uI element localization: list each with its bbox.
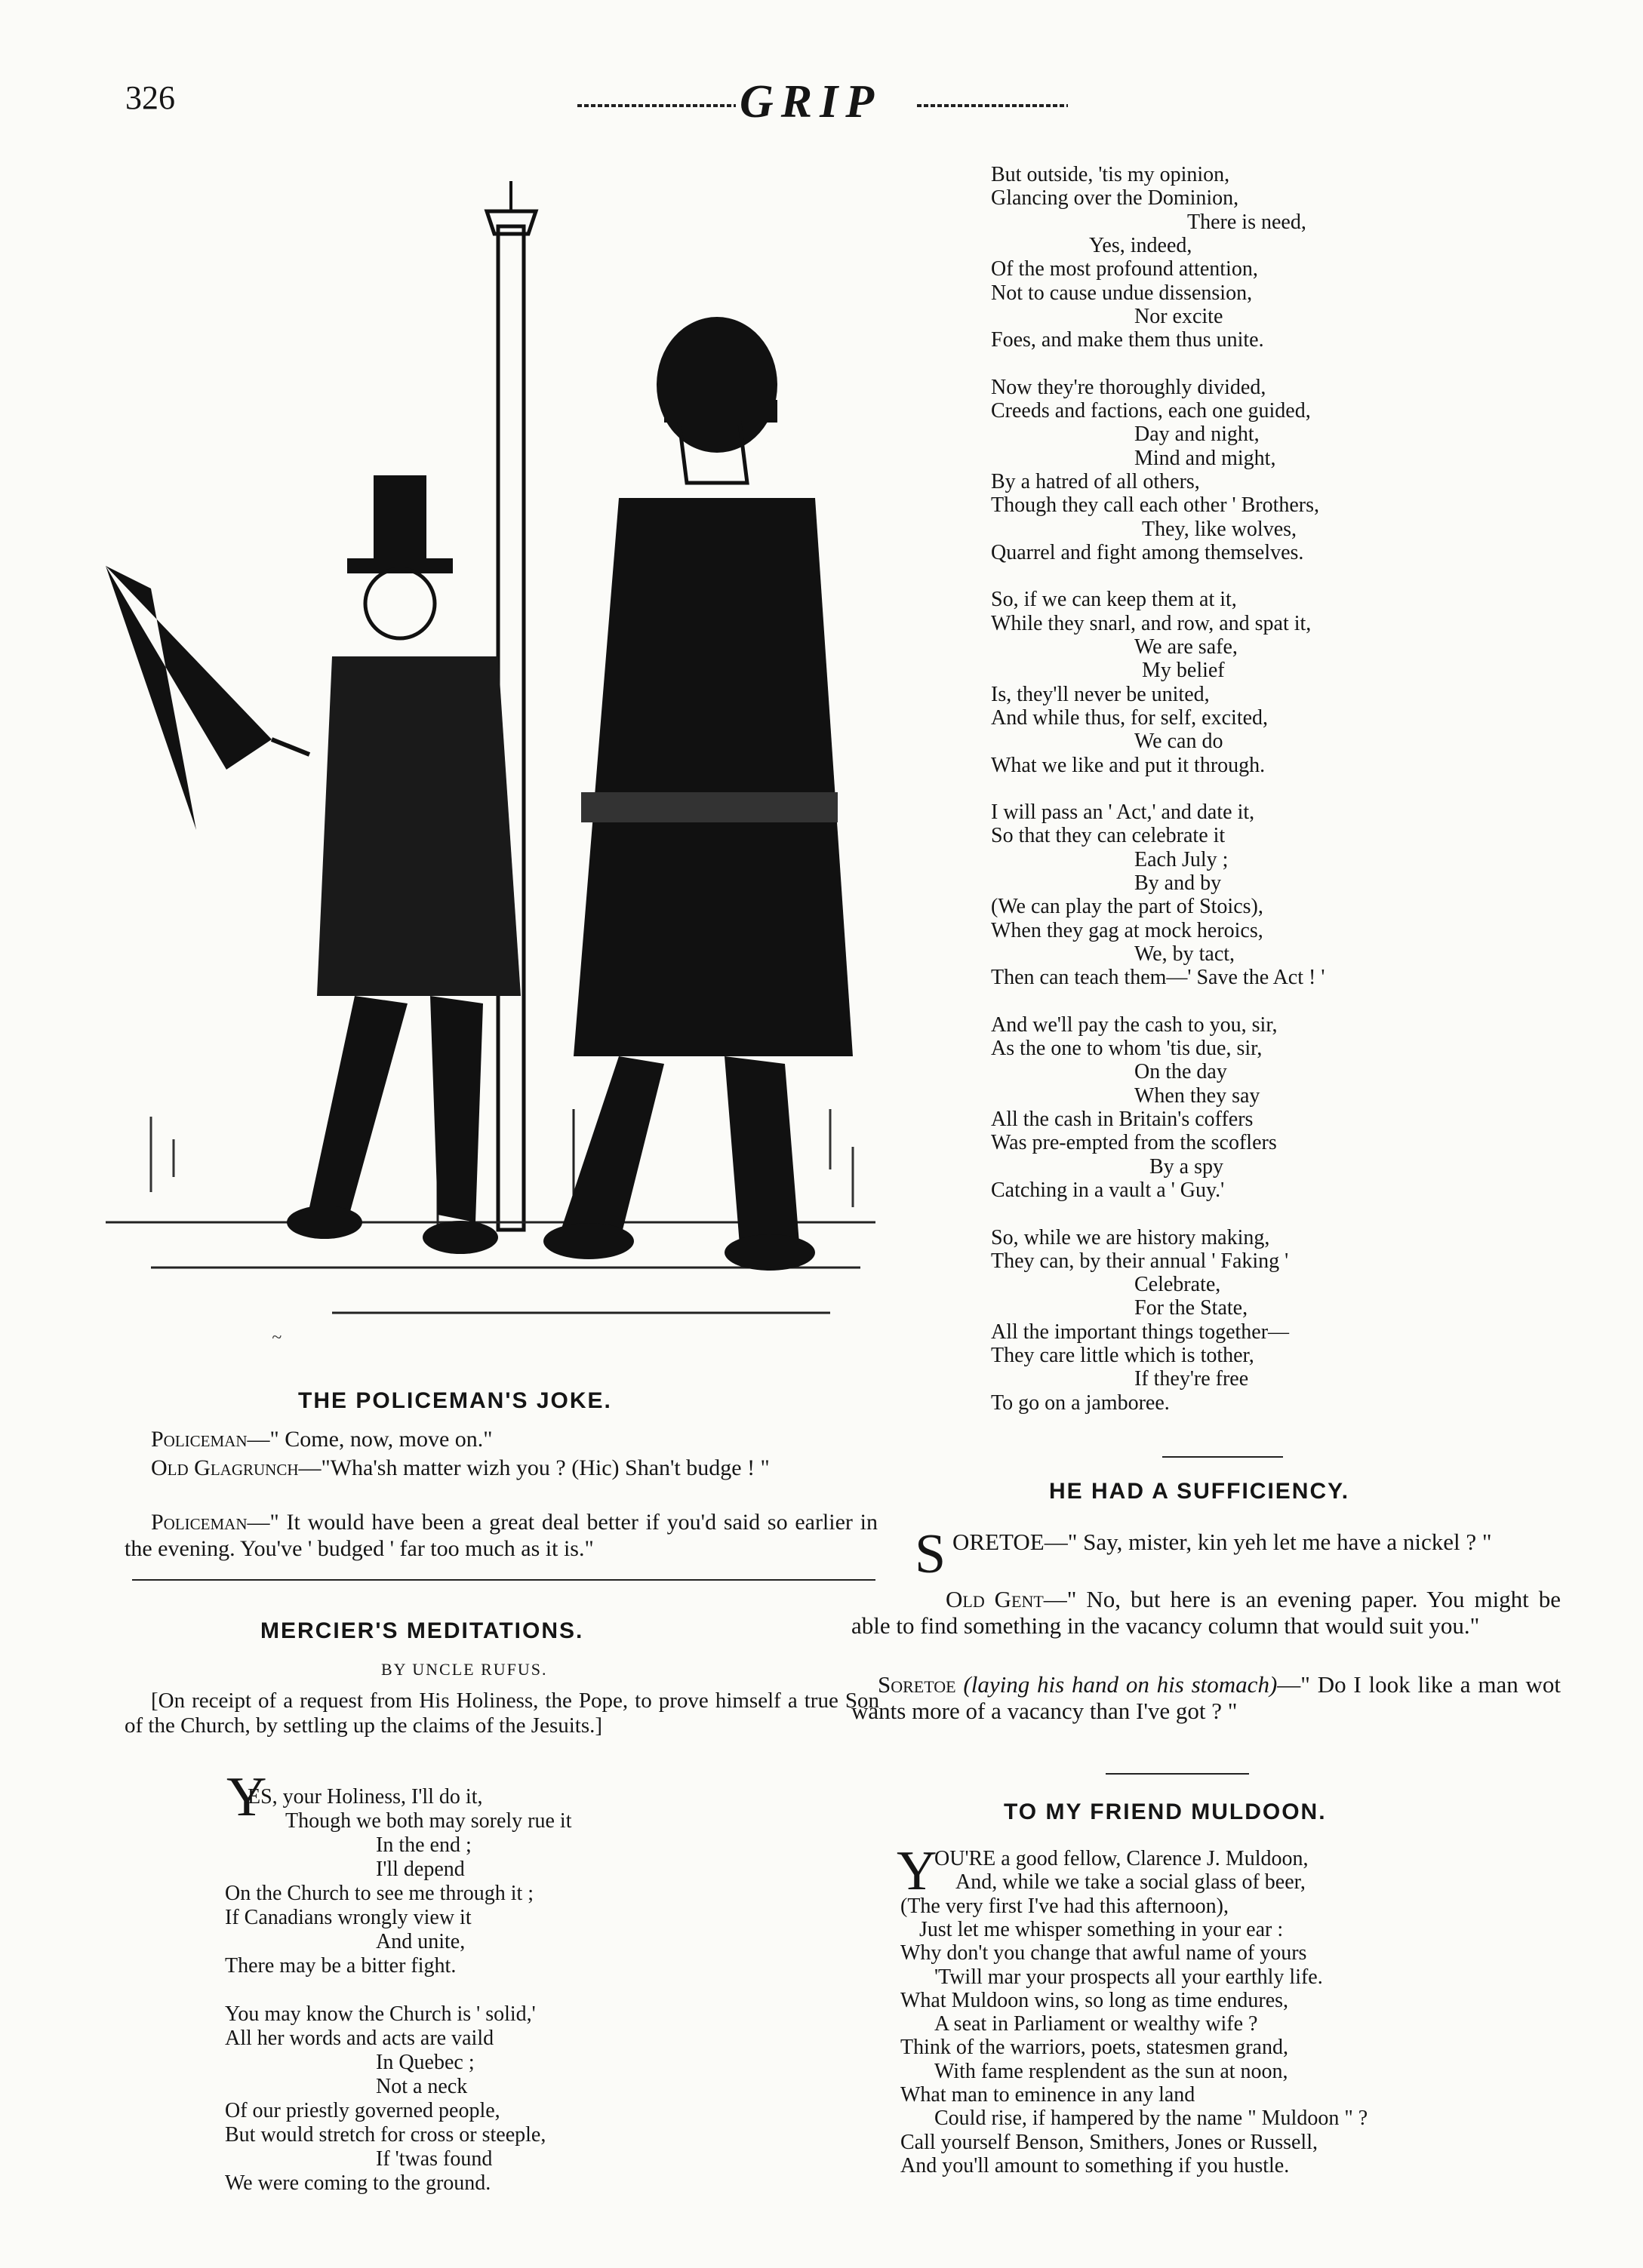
policeman-cartoon-drawing — [106, 166, 875, 1373]
poem-line: By and by — [1134, 871, 1222, 895]
dialogue-text: —" No, but here is an evening paper. You might be able to find something in the vacancy column that would suit you." — [851, 1586, 1561, 1639]
poem-line: OU'RE a good fellow, Clarence J. Muldoon, — [934, 1847, 1309, 1870]
poem-line: As the one to whom 'tis due, sir, — [991, 1037, 1263, 1061]
speaker-label: Old Gent — [946, 1586, 1044, 1612]
sufficiency-p2 — [851, 1586, 1561, 1639]
poem-line: Think of the warriors, poets, statesmen grand, — [900, 2036, 1288, 2060]
masthead-rule-right — [917, 104, 1068, 107]
poem-line: Not a neck — [376, 2075, 468, 2098]
poem-line: They care little which is tother, — [991, 1344, 1254, 1367]
poem-line: There is need, — [1187, 210, 1306, 234]
poem-line: Foes, and make them thus unite. — [991, 328, 1264, 352]
poem-line: All her words and acts are vaild — [225, 2027, 494, 2050]
cartoon-illustration — [106, 166, 875, 1373]
poem-line: To go on a jamboree. — [991, 1391, 1170, 1415]
mercier-byline: BY UNCLE RUFUS. — [381, 1660, 548, 1679]
poem-line: What Muldoon wins, so long as time endures, — [900, 1988, 1289, 2012]
poem-line: Celebrate, — [1134, 1273, 1221, 1297]
poem-line: Could rise, if hampered by the name " Muldoon " ? — [934, 2107, 1368, 2131]
poem-line: Though they call each other ' Brothers, — [991, 493, 1320, 518]
poem-line: Nor excite — [1134, 304, 1223, 328]
section-divider — [1162, 1456, 1283, 1458]
poem-line: Mind and might, — [1134, 446, 1276, 470]
poem-line: Of the most profound attention, — [991, 257, 1258, 281]
poem-line: Why don't you change that awful name of yours — [900, 1941, 1307, 1965]
muldoon-title: TO MY FRIEND MULDOON. — [1004, 1799, 1327, 1824]
poem-line: Then can teach them—' Save the Act ! ' — [991, 966, 1325, 990]
poem-line: There may be a bitter fight. — [225, 1954, 457, 1978]
poem-line: For the State, — [1134, 1296, 1248, 1320]
poem-line: Call yourself Benson, Smithers, Jones or Russell, — [900, 2130, 1318, 2154]
section-divider — [1106, 1773, 1249, 1775]
speaker-label: Soretoe — [878, 1671, 956, 1698]
poem-line: And unite, — [376, 1930, 466, 1953]
poem-line: In the end ; — [376, 1833, 472, 1857]
masthead-rule-left — [577, 104, 736, 107]
poem-line: Is, they'll never be united, — [991, 682, 1210, 706]
sufficiency-dropcap: S — [915, 1523, 946, 1585]
section-divider — [132, 1579, 875, 1581]
poem-line: But outside, 'tis my opinion, — [991, 163, 1230, 186]
poem-line: Catching in a vault a ' Guy.' — [991, 1178, 1225, 1202]
masthead: GRIP — [740, 76, 882, 128]
cartoon-dialogue-3 — [125, 1509, 878, 1562]
poem-line: All the important things together— — [991, 1320, 1290, 1344]
poem-line: And we'll pay the cash to you, sir, — [991, 1013, 1278, 1037]
poem-line: Each July ; — [1134, 847, 1229, 871]
poem-line: I'll depend — [376, 1858, 465, 1881]
poem-line: On the day — [1134, 1060, 1227, 1084]
sufficiency-title: HE HAD A SUFFICIENCY. — [1049, 1479, 1350, 1504]
poem-line: Not to cause undue dissension, — [991, 281, 1253, 305]
poem-line: So, if we can keep them at it, — [991, 588, 1237, 612]
poem-line: All the cash in Britain's coffers — [991, 1108, 1254, 1131]
dialogue-text: —" Come, now, move on." — [247, 1427, 493, 1452]
poem-line: If Canadians wrongly view it — [225, 1906, 472, 1929]
poem-line: And while thus, for self, excited, — [991, 705, 1269, 730]
speaker-label: Old Glagrunch — [151, 1455, 299, 1480]
poem-line: When they gag at mock heroics, — [991, 918, 1263, 942]
poem-line: Glancing over the Dominion, — [991, 186, 1239, 211]
poem-line: Was pre-empted from the scoflers — [991, 1131, 1277, 1155]
poem-line: Quarrel and fight among themselves. — [991, 540, 1304, 564]
poem-line: What we like and put it through. — [991, 753, 1266, 777]
poem-line: By a hatred of all others, — [991, 469, 1200, 493]
poem-line: We, by tact, — [1134, 942, 1235, 966]
stage-direction: (laying his hand on his stomach) — [963, 1671, 1278, 1698]
poem-line: With fame resplendent as the sun at noon, — [934, 2059, 1288, 2083]
speaker-label: Policeman — [151, 1427, 248, 1452]
poem-line: In Quebec ; — [376, 2051, 475, 2074]
poem-line: We are safe, — [1134, 635, 1238, 659]
poem-line: But would stretch for cross or steeple, — [225, 2123, 546, 2147]
dialogue-text: —"Wha'sh matter wizh you ? (Hic) Shan't budge ! " — [298, 1455, 770, 1480]
mercier-intro: [On receipt of a request from His Holiness, the Pope, to prove himself a true Son of the Church, by settling up the claims of the Jesuits.] — [125, 1689, 879, 1738]
poem-line: When they say — [1134, 1083, 1260, 1108]
cartoon-dialogue-2 — [125, 1455, 878, 1481]
mercier-dropcap: Y — [226, 1766, 267, 1828]
poem-line: I will pass an ' Act,' and date it, — [991, 801, 1255, 825]
poem-line: Creeds and factions, each one guided, — [991, 399, 1311, 423]
mercier-title: MERCIER'S MEDITATIONS. — [260, 1618, 584, 1643]
poem-line: And you'll amount to something if you hustle. — [900, 2153, 1290, 2177]
poem-line: You may know the Church is ' solid,' — [225, 2002, 536, 2026]
sufficiency-p3 — [851, 1671, 1561, 1724]
poem-line: A seat in Parliament or wealthy wife ? — [934, 2012, 1258, 2036]
poem-line: We were coming to the ground. — [225, 2171, 491, 2195]
poem-line: Just let me whisper something in your ear : — [919, 1917, 1284, 1941]
poem-line: 'Twill mar your prospects all your earthly life. — [934, 1965, 1323, 1989]
poem-line: They can, by their annual ' Faking ' — [991, 1249, 1289, 1273]
cartoon-title: THE POLICEMAN'S JOKE. — [298, 1388, 612, 1413]
poem-line: Now they're thoroughly divided, — [991, 375, 1266, 399]
poem-line: On the Church to see me through it ; — [225, 1882, 534, 1905]
poem-line: While they snarl, and row, and spat it, — [991, 611, 1312, 635]
sufficiency-p1: ORETOE—" Say, mister, kin yeh let me have a nickel ? " — [952, 1529, 1492, 1555]
poem-line: (We can play the part of Stoics), — [991, 895, 1263, 919]
poem-line: What man to eminence in any land — [900, 2083, 1195, 2107]
poem-line: We can do — [1134, 730, 1223, 754]
speaker-label: Policeman — [151, 1510, 248, 1535]
poem-line: And, while we take a social glass of beer, — [955, 1870, 1306, 1895]
poem-line: So that they can celebrate it — [991, 824, 1226, 848]
poem-line: If they're free — [1134, 1367, 1249, 1391]
svg-text:~: ~ — [272, 1328, 282, 1348]
poem-line: Of our priestly governed people, — [225, 2099, 500, 2122]
page-number: 326 — [125, 79, 175, 116]
poem-line: (The very first I've had this afternoon), — [900, 1894, 1229, 1918]
poem-line: My belief — [1142, 659, 1225, 683]
poem-line: Day and night, — [1134, 423, 1260, 447]
dialogue-text: —" It would have been a great deal better if you'd said so earlier in the evening. You've ' budged ' far too much as it is." — [125, 1510, 878, 1561]
poem-line: They, like wolves, — [1142, 517, 1297, 541]
dialogue-text: —" Do I look like a man wot wants more of a vacancy than I've got ? " — [851, 1671, 1561, 1724]
poem-line: If 'twas found — [376, 2147, 493, 2171]
poem-line: Though we both may sorely rue it — [285, 1809, 572, 1833]
poem-line: Yes, indeed, — [1089, 233, 1192, 257]
poem-line: By a spy — [1149, 1154, 1223, 1179]
poem-line: So, while we are history making, — [991, 1225, 1270, 1249]
cartoon-dialogue-1 — [151, 1426, 875, 1452]
poem-line: ES, your Holiness, I'll do it, — [248, 1785, 483, 1809]
muldoon-dropcap: Y — [897, 1840, 937, 1902]
